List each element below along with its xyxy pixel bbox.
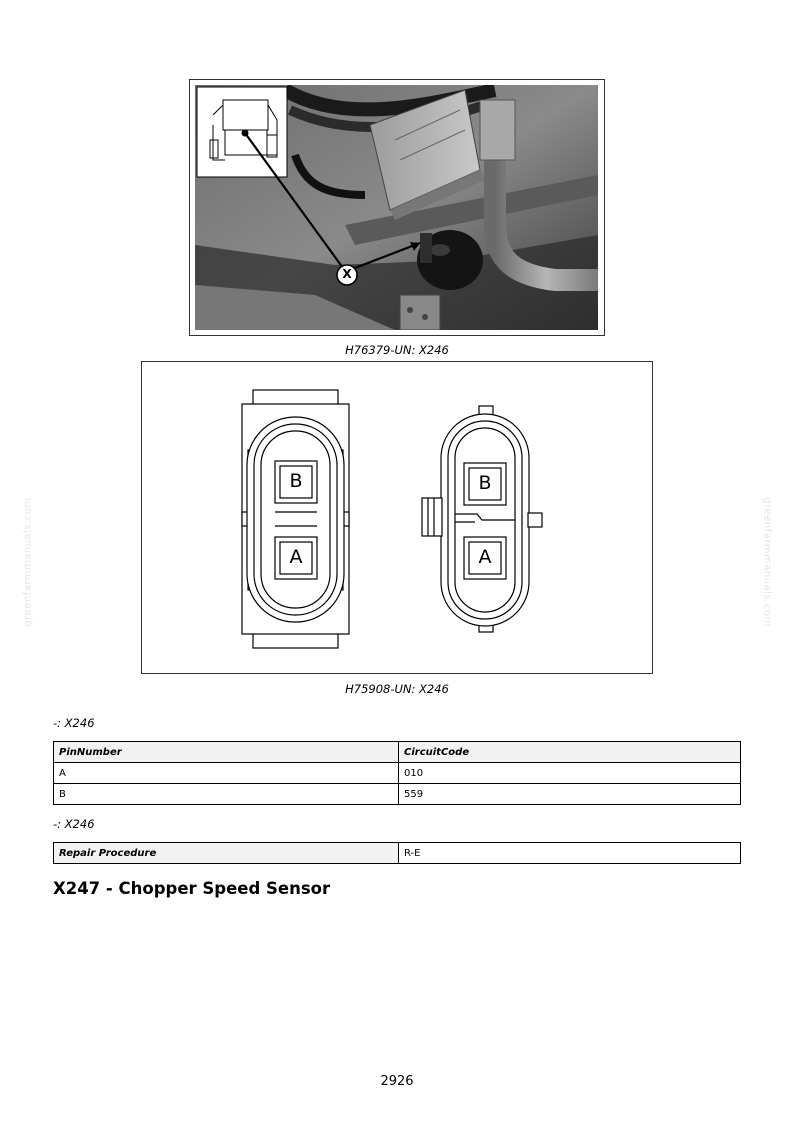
pin-number-cell: A — [54, 763, 399, 784]
watermark-left: greenfarmmanuals.com — [22, 497, 34, 627]
circuit-code-cell: 010 — [399, 763, 741, 784]
right-pin-b-label: B — [478, 472, 492, 494]
callout-x-label: X — [342, 267, 352, 281]
table2-label: -: X246 — [53, 817, 95, 831]
page-number: 2926 — [380, 1074, 414, 1089]
photo-figure — [189, 79, 605, 336]
left-pin-a-label: A — [289, 546, 303, 568]
connector-drawing — [142, 362, 652, 673]
pin-circuit-table — [53, 741, 741, 805]
repair-procedure-value: R-E — [399, 843, 741, 864]
figure2-caption: H75908-UN: X246 — [345, 682, 449, 696]
table-row — [54, 763, 741, 784]
connector-diagram — [141, 361, 653, 674]
figure1-caption: H76379-UN: X246 — [345, 343, 449, 357]
header-pin-number: PinNumber — [54, 742, 399, 763]
table-row — [54, 843, 741, 864]
table-row — [54, 784, 741, 805]
table-header-row — [54, 742, 741, 763]
header-circuit-code: CircuitCode — [399, 742, 741, 763]
watermark-right: greenfarmmanuals.com — [761, 497, 773, 627]
pin-number-cell: B — [54, 784, 399, 805]
repair-procedure-header: Repair Procedure — [54, 843, 399, 864]
table1-label: -: X246 — [53, 716, 95, 730]
photo-image — [195, 85, 598, 330]
section-heading: X247 - Chopper Speed Sensor — [53, 879, 331, 898]
circuit-code-cell: 559 — [399, 784, 741, 805]
repair-procedure-table — [53, 842, 741, 864]
right-pin-a-label: A — [478, 546, 492, 568]
left-pin-b-label: B — [289, 470, 303, 492]
